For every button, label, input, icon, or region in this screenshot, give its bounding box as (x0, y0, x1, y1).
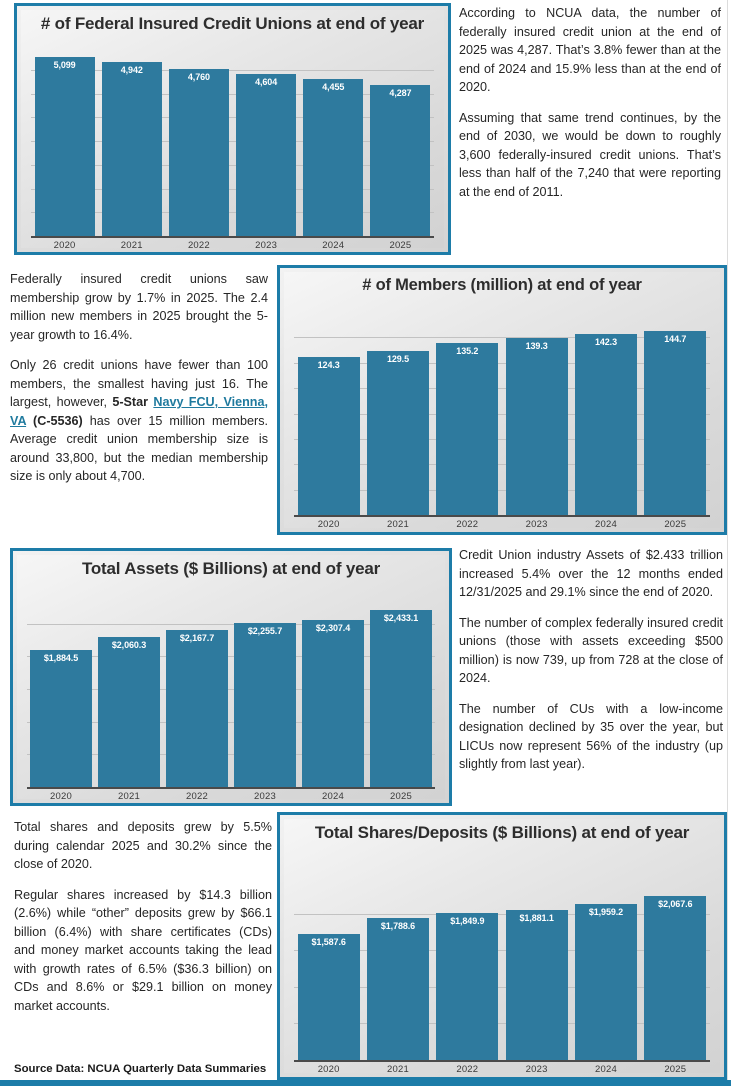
chart-credit-unions-xaxis (31, 240, 434, 251)
x-tick-label: 2023 (525, 519, 548, 530)
chart-credit-unions-plot (31, 46, 434, 238)
chart-total-shares-deposits-xaxis (294, 1064, 710, 1075)
paragraph: Total shares and deposits grew by 5.5% during calendar 2025 and 30.2% since the close of 2020. (14, 820, 272, 871)
text-run: Only 26 credit unions have fewer than 100 members, the smallest having just 16. The largest, however, (10, 358, 268, 409)
x-tick-label: 2020 (53, 240, 76, 251)
bar-value-label: 4,760 (187, 71, 210, 82)
bar-slot (367, 46, 434, 236)
text-membership (10, 270, 268, 486)
bar (98, 637, 160, 787)
bar (303, 79, 363, 236)
text-run: has over 15 million members. Average credit union membership size is around 33,800, but the median membership size is only about 4,700. (10, 413, 268, 483)
x-tick-label: 2023 (255, 240, 278, 251)
bar (236, 74, 296, 236)
bar-slot (294, 312, 363, 515)
bar-value-label: $2,307.4 (315, 622, 351, 633)
bar-slot (98, 46, 165, 236)
chart-total-assets-xaxis (27, 791, 435, 802)
x-tick-label: 2021 (118, 791, 140, 802)
x-tick-label: 2023 (254, 791, 276, 802)
bar-slot (641, 312, 710, 515)
bar (644, 896, 706, 1061)
bar-value-label: $1,884.5 (43, 653, 79, 664)
text-run-bold: (C-5536) (26, 413, 83, 428)
bar (298, 357, 360, 515)
bar-value-label: 4,604 (255, 77, 278, 88)
bar-value-label: 4,942 (120, 65, 143, 76)
paragraph: The number of complex federally insured credit unions (those with assets exceeding $500 million) is now 739, up from 728 at the close of 2024. (459, 615, 723, 685)
bar-value-label: 139.3 (525, 341, 548, 352)
bar-group (294, 877, 710, 1060)
text-credit-union-count (459, 4, 721, 201)
bar (370, 610, 432, 787)
bar (436, 343, 498, 515)
bar-slot (294, 877, 363, 1060)
bar-value-label: 4,287 (389, 88, 412, 99)
source-note: Source Data: NCUA Quarterly Data Summaries (14, 1063, 267, 1075)
bar-value-label: $1,788.6 (380, 920, 416, 931)
bar-slot (233, 46, 300, 236)
bar (35, 57, 95, 236)
bar-value-label: 142.3 (594, 337, 617, 348)
bar-value-label: $1,959.2 (588, 907, 624, 918)
chart-total-assets (10, 548, 452, 806)
bar-slot (299, 591, 367, 787)
chart-members (277, 265, 727, 535)
paragraph (10, 356, 268, 486)
bar (234, 623, 296, 787)
bar-value-label: $2,060.3 (111, 640, 147, 651)
paragraph: The number of CUs with a low-income designation declined by 35 over the year, but LICUs now represent 56% of the industry (up slightly from last year). (459, 701, 723, 771)
bar (575, 334, 637, 515)
x-tick-label: 2024 (595, 1064, 617, 1075)
bar (298, 934, 360, 1060)
bar-value-label: $1,881.1 (519, 913, 554, 924)
bar (436, 913, 498, 1060)
bar-value-label: 144.7 (664, 334, 687, 345)
bar (506, 910, 568, 1060)
bar-slot (641, 877, 710, 1060)
bar-slot (165, 46, 232, 236)
chart-members-plot (294, 312, 710, 517)
x-tick-label: 2020 (317, 519, 340, 530)
bar (370, 85, 430, 236)
text-assets (459, 546, 723, 774)
chart-members-title: # of Members (million) at end of year (362, 276, 642, 294)
text-run-bold: 5-Star (112, 395, 154, 409)
chart-total-assets-plot (27, 591, 435, 789)
bar-slot (27, 591, 95, 787)
bar-value-label: $2,167.7 (179, 632, 215, 643)
bar-slot (502, 312, 571, 515)
bar (644, 331, 706, 515)
bar-value-label: 5,099 (53, 59, 76, 70)
bar-slot (367, 591, 435, 787)
chart-credit-unions-title: # of Federal Insured Credit Unions at end of year (40, 14, 425, 33)
bar (102, 62, 162, 236)
x-tick-label: 2021 (120, 240, 143, 251)
bar-value-label: $2,255.7 (247, 626, 283, 637)
paragraph: Credit Union industry Assets of $2.433 trillion increased 5.4% over the 12 months ended 12/31/2025 and 29.1% since the end of 2020. (459, 548, 723, 599)
bar (367, 351, 429, 515)
bar-group (31, 46, 434, 236)
x-tick-label: 2022 (456, 1064, 479, 1075)
bar (367, 918, 429, 1060)
bar-slot (95, 591, 163, 787)
chart-total-shares-deposits (277, 812, 727, 1080)
bar-slot (433, 877, 502, 1060)
bar-slot (433, 312, 502, 515)
paragraph: Federally insured credit unions saw membership grow by 1.7% in 2025. The 2.4 million new members in 2025 brought the 5-year growth to 16.4%. (10, 272, 268, 342)
paragraph: According to NCUA data, the number of federally insured credit union at the end of 2025 was 4,287. That’s 3.8% fewer than at the end of 2024 and 15.9% less than at the end of 2020. (459, 6, 721, 94)
x-tick-label: 2022 (186, 791, 208, 802)
x-tick-label: 2021 (387, 519, 409, 530)
x-tick-label: 2025 (664, 1064, 687, 1075)
chart-total-assets-title: Total Assets ($ Billions) at end of year (81, 559, 381, 578)
bar-value-label: $1,587.6 (311, 936, 346, 947)
x-tick-label: 2025 (389, 240, 412, 251)
x-tick-label: 2025 (664, 519, 687, 530)
bar (166, 630, 228, 787)
bar-slot (363, 877, 432, 1060)
x-tick-label: 2023 (525, 1064, 548, 1075)
bar-slot (231, 591, 299, 787)
x-tick-label: 2024 (595, 519, 617, 530)
x-tick-label: 2024 (322, 791, 344, 802)
chart-total-shares-deposits-plot (294, 877, 710, 1062)
chart-members-xaxis (294, 519, 710, 530)
bar-value-label: 129.5 (386, 353, 409, 364)
bar-group (294, 312, 710, 515)
x-tick-label: 2024 (322, 240, 345, 251)
text-shares-deposits (14, 818, 272, 1015)
bar-value-label: $2,433.1 (383, 613, 419, 624)
x-tick-label: 2021 (387, 1064, 409, 1075)
bar (30, 650, 92, 787)
bar (169, 69, 229, 236)
bar-slot (571, 312, 640, 515)
bar-value-label: $2,067.6 (658, 898, 693, 909)
paragraph: Assuming that same trend continues, by the end of 2030, we would be down to roughly 3,600 federally-insured credit unions. That’s less than half of the 7,240 that were reporting at the end of 2011. (459, 110, 721, 199)
margin-rule (727, 0, 728, 1080)
footer-bar-right (290, 1080, 731, 1086)
x-tick-label: 2020 (317, 1064, 340, 1075)
bar-slot (571, 877, 640, 1060)
footer-bar-left (0, 1080, 290, 1086)
bar (506, 338, 568, 515)
bar-slot (300, 46, 367, 236)
bar-group (27, 591, 435, 787)
x-tick-label: 2022 (187, 240, 210, 251)
x-tick-label: 2025 (390, 791, 412, 802)
bar-value-label: 124.3 (317, 360, 340, 371)
bar-slot (363, 312, 432, 515)
bar (575, 904, 637, 1060)
chart-credit-unions (14, 3, 451, 255)
bar (302, 620, 364, 788)
navy-fcu-link[interactable]: Navy FCU, Vienna, VA (10, 395, 269, 428)
x-tick-label: 2020 (50, 791, 72, 802)
bar-value-label: 4,455 (322, 82, 345, 93)
x-tick-label: 2022 (456, 519, 479, 530)
bar-slot (502, 877, 571, 1060)
bar-value-label: 135.2 (456, 346, 479, 357)
bar-slot (31, 46, 98, 236)
paragraph: Regular shares increased by $14.3 billion (2.6%) while “other” deposits grew by $66.1 billion (6.4%) with share certificates (CDs) and money market accounts taking the lead with growth rates of 6.5% ($36.3 billion) on CDs and 8.6% or $29.1 billion on money market accounts. (14, 887, 272, 1013)
chart-total-shares-deposits-title: Total Shares/Deposits ($ Billions) at end of year (314, 823, 690, 842)
bar-value-label: $1,849.9 (450, 915, 485, 926)
bar-slot (163, 591, 231, 787)
